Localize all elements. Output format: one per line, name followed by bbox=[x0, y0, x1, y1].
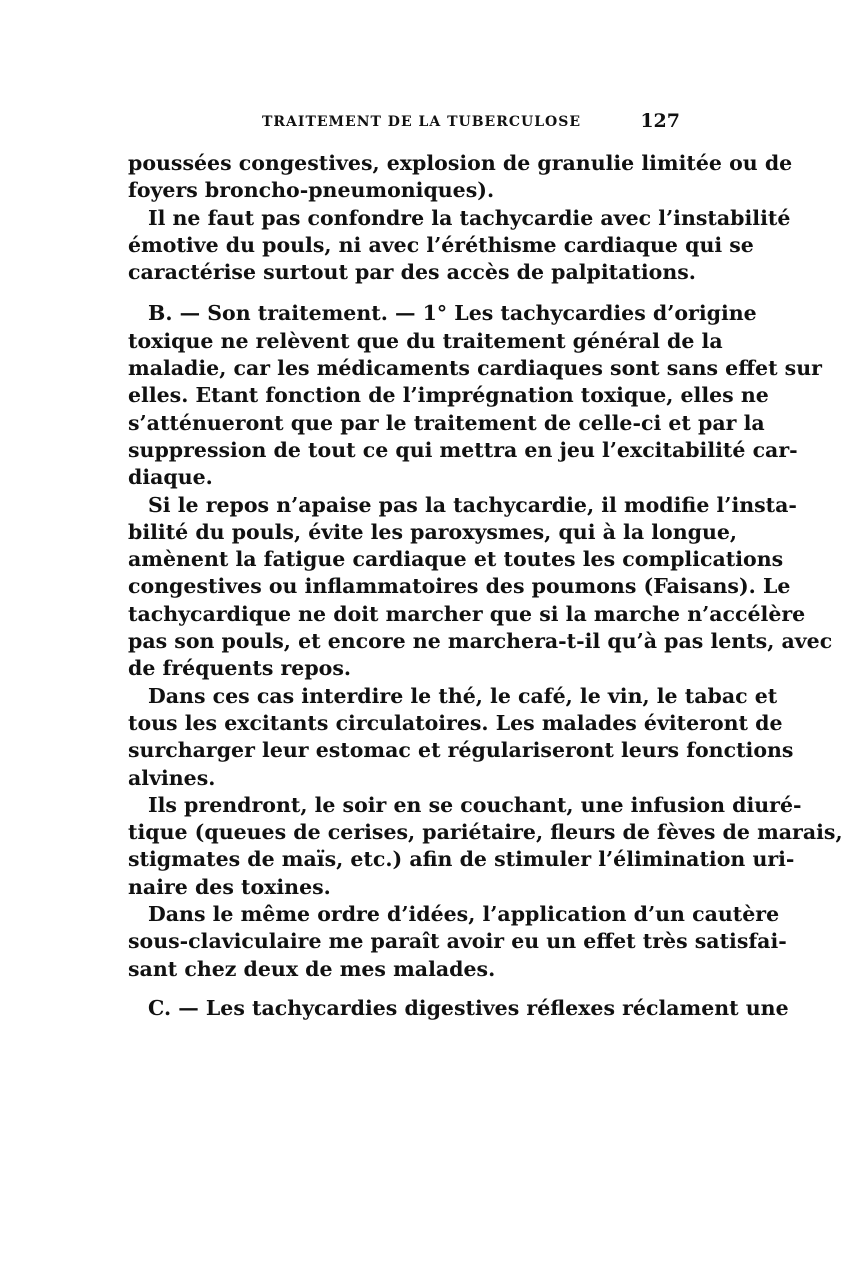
header-title: TRAITEMENT DE LA TUBERCULOSE bbox=[262, 114, 582, 130]
text-line: naire des toxines. bbox=[128, 874, 331, 899]
text-line: amènent la fatigue cardiaque et toutes les complications bbox=[128, 547, 784, 572]
text-line: elles. Etant fonction de l’imprégnation toxique, elles ne bbox=[128, 383, 769, 408]
page-number: 127 bbox=[640, 110, 680, 132]
text-line: Si le repos n’apaise pas la tachycardie, il modifie l’insta- bbox=[148, 492, 797, 517]
text-line: Ils prendront, le soir en se couchant, une infusion diuré- bbox=[148, 792, 802, 817]
text-line: pas son pouls, et encore ne marchera-t-il qu’à pas lents, avec bbox=[128, 629, 833, 654]
text-line: sous-claviculaire me paraît avoir eu un effet très satisfai- bbox=[128, 929, 787, 954]
text-line: tous les excitants circulatoires. Les malades éviteront de bbox=[128, 710, 783, 735]
text-line: poussées congestives, explosion de granulie limitée ou de bbox=[128, 151, 793, 175]
text-line: diaque. bbox=[128, 465, 213, 490]
text-line: Dans le même ordre d’idées, l’application d’un cautère bbox=[148, 902, 780, 927]
text-line: tachycardique ne doit marcher que si la marche n’accélère bbox=[128, 601, 806, 626]
text-line: s’atténueront que par le traitement de celle-ci et par la bbox=[128, 410, 765, 435]
running-header bbox=[262, 110, 682, 138]
text-line: bilité du pouls, évite les paroxysmes, qui à la longue, bbox=[128, 519, 738, 544]
text-line: caractérise surtout par des accès de palpitations. bbox=[128, 260, 696, 285]
text-line: émotive du pouls, ni avec l’éréthisme cardiaque qui se bbox=[128, 232, 754, 257]
text-line: foyers broncho-pneumoniques). bbox=[128, 178, 495, 203]
text-line: de fréquents repos. bbox=[128, 656, 352, 681]
text-line: suppression de tout ce qui mettra en jeu l’excitabilité car- bbox=[128, 437, 798, 462]
text-line: congestives ou inflammatoires des poumons (Faisans). Le bbox=[128, 574, 791, 599]
text-line: maladie, car les médicaments cardiaques sont sans effet sur bbox=[128, 356, 822, 381]
text-line: stigmates de maïs, etc.) afin de stimuler l’élimination uri- bbox=[128, 847, 795, 872]
text-line: B. — Son traitement. — 1° Les tachycardies d’origine bbox=[148, 301, 757, 326]
text-line: Dans ces cas interdire le thé, le café, le vin, le tabac et bbox=[148, 683, 778, 708]
text-line: toxique ne relèvent que du traitement général de la bbox=[128, 328, 723, 353]
text-line: surcharger leur estomac et régulariseront leurs fonctions bbox=[128, 738, 794, 763]
body-text bbox=[128, 150, 843, 1022]
text-line: Il ne faut pas confondre la tachycardie avec l’instabilité bbox=[148, 205, 791, 230]
text-line: sant chez deux de mes malades. bbox=[128, 956, 496, 981]
text-line: tique (queues de cerises, pariétaire, fleurs de fèves de marais, bbox=[128, 820, 843, 845]
text-line: C. — Les tachycardies digestives réflexes réclament une bbox=[148, 995, 789, 1020]
text-line: alvines. bbox=[128, 765, 216, 790]
